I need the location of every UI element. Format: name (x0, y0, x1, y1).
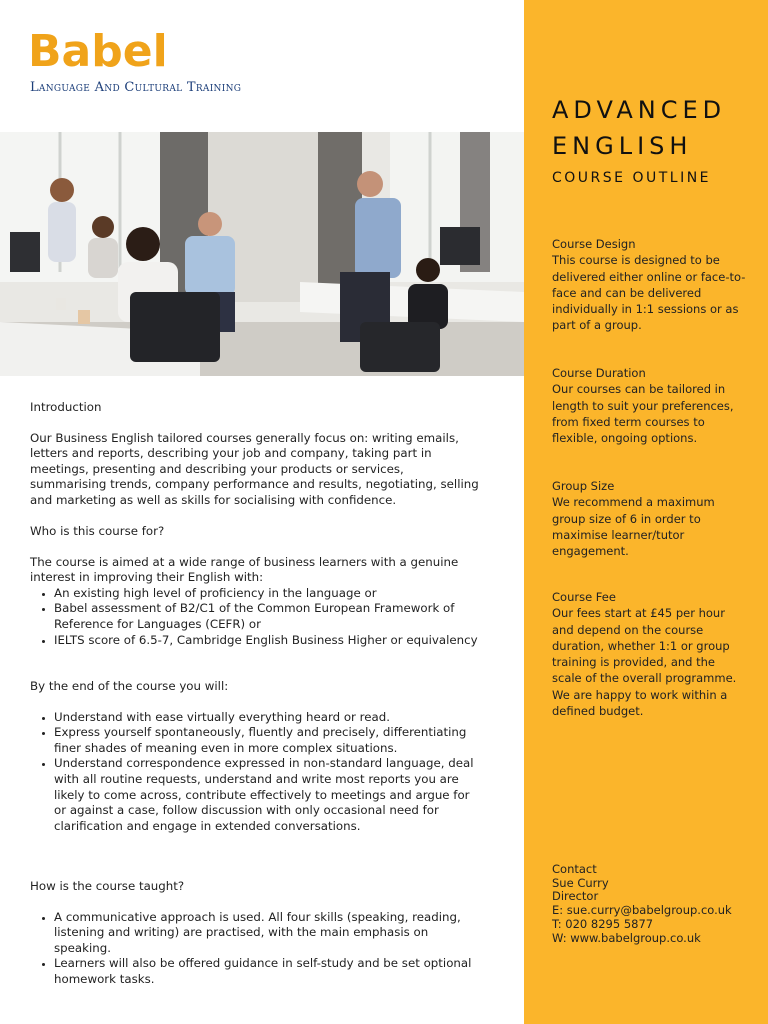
course-fee-heading: Course Fee (552, 590, 616, 604)
contact-name: Sue Curry (552, 875, 609, 890)
list-item: • Babel assessment of B2/C1 of the Common European Framework of Reference for Languages (CEFR) or (54, 601, 480, 632)
outcomes-section (30, 679, 480, 834)
list-item: • A communicative approach is used. All four skills (speaking, reading, listening and writing) are practised, with the main emphasis on speaking. (54, 910, 480, 957)
who-heading: Who is this course for? (30, 524, 165, 538)
sidebar-course-duration (552, 365, 748, 446)
outcomes-list (30, 710, 480, 835)
teaching-heading: How is the course taught? (30, 879, 185, 893)
list-item: • Understand correspondence expressed in non-standard language, deal with all routine requests, understand and write most reports you are likely to come across, contribute effectively to meetings and argue for or against a case, follow discussion with only occasional need for clarification and engage in extended conversations. (54, 756, 480, 834)
sidebar-contact (552, 863, 748, 945)
sidebar-group-size (552, 478, 748, 559)
list-item: • Understand with ease virtually everything heard or read. (54, 710, 480, 726)
course-fee-body: Our fees start at £45 per hour and depend on the course duration, whether 1:1 or group training is provided, and the scale of the overall programme. We are happy to work within a defined budget. (552, 606, 737, 719)
course-duration-heading: Course Duration (552, 366, 646, 380)
who-section (30, 524, 480, 648)
logo-wordmark: Babel (28, 26, 168, 77)
sidebar-course-fee (552, 589, 748, 719)
group-size-heading: Group Size (552, 479, 615, 493)
course-duration-body: Our courses can be tailored in length to suit your preferences, from fixed term courses to flexible, ongoing options. (552, 382, 734, 446)
contact-heading: Contact (552, 862, 597, 876)
outcomes-heading: By the end of the course you will: (30, 679, 229, 693)
course-design-heading: Course Design (552, 237, 636, 251)
course-subtitle: COURSE OUTLINE (552, 170, 712, 186)
course-title-line2: ENGLISH (552, 132, 693, 160)
course-title (552, 92, 726, 164)
contact-role: Director (552, 889, 599, 904)
sidebar-course-design (552, 236, 748, 334)
contact-website[interactable]: W: www.babelgroup.co.uk (552, 930, 701, 945)
teaching-list (30, 910, 480, 988)
list-item: • Learners will also be offered guidance in self-study and be set optional homework tasks. (54, 956, 480, 987)
contact-email[interactable]: E: sue.curry@babelgroup.co.uk (552, 903, 732, 918)
list-item: • An existing high level of proficiency in the language or (54, 586, 480, 602)
list-item: • Express yourself spontaneously, fluently and precisely, differentiating finer shades of meaning even in more complex situations. (54, 725, 480, 756)
course-title-line1: ADVANCED (552, 96, 727, 124)
contact-phone[interactable]: T: 020 8295 5877 (552, 916, 654, 931)
intro-section (30, 400, 480, 509)
intro-heading: Introduction (30, 400, 102, 414)
logo-tagline: Language And Cultural Training (30, 80, 242, 95)
intro-body: Our Business English tailored courses generally focus on: writing emails, letters and reports, describing your job and company, taking part in meetings, presenting and describing your products or services, summarising trends, company performance and results, negotiating, selling and marketing as well as skills for socialising with confidence. (30, 430, 479, 507)
course-design-body: This course is designed to be delivered either online or face-to-face and can be delivered individually in 1:1 sessions or as part of a group. (552, 253, 746, 333)
who-list (30, 586, 480, 648)
teaching-section (30, 879, 480, 988)
list-item: • IELTS score of 6.5-7, Cambridge English Business Higher or equivalency (54, 633, 480, 649)
who-body: The course is aimed at a wide range of business learners with a genuine interest in improving their English with: (30, 554, 459, 585)
group-size-body: We recommend a maximum group size of 6 in order to maximise learner/tutor engagement. (552, 495, 715, 559)
office-meeting-photo (0, 132, 524, 376)
